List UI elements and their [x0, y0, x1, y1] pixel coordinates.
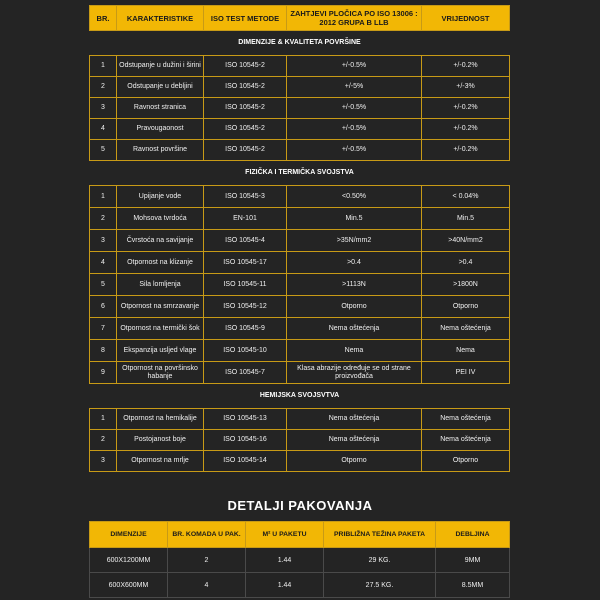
row-number: 1 — [90, 56, 117, 77]
table-row — [90, 140, 510, 161]
packing-weight: 29 KG. — [324, 548, 436, 573]
row-requirement: >35N/mm2 — [287, 230, 422, 252]
row-requirement: Klasa abrazije određuje se od strane proizvođača — [287, 362, 422, 384]
row-requirement: +/-0.5% — [287, 119, 422, 140]
row-method: ISO 10545-7 — [204, 362, 287, 384]
row-name: Upijanje vode — [117, 186, 204, 208]
row-value: Min.5 — [422, 208, 510, 230]
packing-m2: 1.44 — [246, 548, 324, 573]
row-value: Nema — [422, 340, 510, 362]
row-value: < 0.04% — [422, 186, 510, 208]
section-title-row — [90, 161, 510, 186]
packing-thickness: 9MM — [436, 548, 510, 573]
table-row — [90, 318, 510, 340]
row-number: 7 — [90, 318, 117, 340]
row-requirement: <0.50% — [287, 186, 422, 208]
packing-weight: 27.5 KG. — [324, 573, 436, 598]
row-name: Otpornost na termički šok — [117, 318, 204, 340]
row-number: 1 — [90, 186, 117, 208]
table-row — [90, 340, 510, 362]
row-requirement: +/-0.5% — [287, 56, 422, 77]
row-name: Otpornost na mrlje — [117, 451, 204, 472]
section-title-row — [90, 384, 510, 409]
header-karakteristike: KARAKTERISTIKE — [117, 6, 204, 31]
row-value: +/-0.2% — [422, 98, 510, 119]
row-name: Odstupanje u dužini i širini — [117, 56, 204, 77]
row-method: ISO 10545-2 — [204, 56, 287, 77]
row-method: ISO 10545-3 — [204, 186, 287, 208]
spec-header-row — [90, 6, 510, 31]
row-name: Pravougaonost — [117, 119, 204, 140]
packing-header-row — [90, 522, 510, 548]
header-zahtjevi: ZAHTJEVI PLOČICA PO ISO 13006 : 2012 GRUPA B LLB — [287, 6, 422, 31]
table-row — [90, 230, 510, 252]
row-value: +/-3% — [422, 77, 510, 98]
row-name: Ekspanzija usljed vlage — [117, 340, 204, 362]
table-row — [90, 252, 510, 274]
row-number: 5 — [90, 140, 117, 161]
row-name: Otpornost na smrzavanje — [117, 296, 204, 318]
section-title-row — [90, 31, 510, 56]
table-row — [90, 186, 510, 208]
row-value: PEI IV — [422, 362, 510, 384]
row-requirement: Nema oštećenja — [287, 409, 422, 430]
row-requirement: >1113N — [287, 274, 422, 296]
packing-header-tezina: PRIBLIŽNA TEŽINA PAKETA — [324, 522, 436, 548]
row-value: Otporno — [422, 451, 510, 472]
packing-header-m2: M² U PAKETU — [246, 522, 324, 548]
row-method: EN-101 — [204, 208, 287, 230]
row-name: Otpornost na hemikalije — [117, 409, 204, 430]
row-method: ISO 10545-9 — [204, 318, 287, 340]
row-name: Postojanost boje — [117, 430, 204, 451]
table-row — [90, 274, 510, 296]
row-number: 3 — [90, 98, 117, 119]
packing-header-komada: BR. KOMADA U PAK. — [168, 522, 246, 548]
row-number: 2 — [90, 208, 117, 230]
row-number: 1 — [90, 409, 117, 430]
row-name: Ravnost stranica — [117, 98, 204, 119]
row-number: 9 — [90, 362, 117, 384]
table-row — [90, 451, 510, 472]
row-name: Otpornost na površinsko habanje — [117, 362, 204, 384]
table-row — [90, 296, 510, 318]
table-row — [90, 77, 510, 98]
row-requirement: +/-0.5% — [287, 98, 422, 119]
row-name: Mohsova tvrdoća — [117, 208, 204, 230]
section-title: HEMIJSKA SVOJSVTVA — [259, 392, 340, 399]
row-number: 3 — [90, 451, 117, 472]
row-requirement: Nema oštećenja — [287, 430, 422, 451]
packing-header-dimenzije: DIMENZIJE — [90, 522, 168, 548]
row-number: 4 — [90, 252, 117, 274]
packing-title: DETALJI PAKOVANJA — [227, 498, 373, 513]
header-vrijednost: VRIJEDNOST — [422, 6, 510, 31]
packing-m2: 1.44 — [246, 573, 324, 598]
table-row — [90, 409, 510, 430]
row-method: ISO 10545-10 — [204, 340, 287, 362]
row-method: ISO 10545-2 — [204, 77, 287, 98]
row-requirement: Nema — [287, 340, 422, 362]
row-requirement: +/-0.5% — [287, 140, 422, 161]
row-number: 5 — [90, 274, 117, 296]
row-number: 4 — [90, 119, 117, 140]
row-name: Ravnost površine — [117, 140, 204, 161]
row-requirement: +/-5% — [287, 77, 422, 98]
row-method: ISO 10545-12 — [204, 296, 287, 318]
row-value: +/-0.2% — [422, 140, 510, 161]
row-value: +/-0.2% — [422, 56, 510, 77]
row-requirement: >0.4 — [287, 252, 422, 274]
row-name: Sila lomljenja — [117, 274, 204, 296]
row-number: 8 — [90, 340, 117, 362]
row-value: Nema oštećenja — [422, 318, 510, 340]
table-row — [90, 56, 510, 77]
row-requirement: Min.5 — [287, 208, 422, 230]
table-row — [90, 98, 510, 119]
packing-table — [89, 521, 510, 598]
row-number: 3 — [90, 230, 117, 252]
row-number: 2 — [90, 77, 117, 98]
row-value: >0.4 — [422, 252, 510, 274]
row-value: Otporno — [422, 296, 510, 318]
header-br: BR. — [90, 6, 117, 31]
table-row — [90, 119, 510, 140]
row-value: >1800N — [422, 274, 510, 296]
packing-dim: 600X600MM — [90, 573, 168, 598]
row-method: ISO 10545-2 — [204, 140, 287, 161]
packing-header-debljina: DEBLJINA — [436, 522, 510, 548]
table-row — [90, 430, 510, 451]
table-row — [90, 362, 510, 384]
section-title: FIZIČKA I TERMIČKA SVOJSTVA — [245, 169, 354, 176]
packing-qty: 2 — [168, 548, 246, 573]
row-name: Odstupanje u debljini — [117, 77, 204, 98]
packing-row — [90, 548, 510, 573]
row-requirement: Otporno — [287, 296, 422, 318]
packing-qty: 4 — [168, 573, 246, 598]
row-requirement: Nema oštećenja — [287, 318, 422, 340]
packing-row — [90, 573, 510, 598]
row-value: +/-0.2% — [422, 119, 510, 140]
header-metode: ISO TEST METODE — [204, 6, 287, 31]
row-method: ISO 10545-16 — [204, 430, 287, 451]
packing-thickness: 8.5MM — [436, 573, 510, 598]
row-requirement: Otporno — [287, 451, 422, 472]
row-number: 6 — [90, 296, 117, 318]
spec-table — [89, 5, 510, 472]
row-method: ISO 10545-17 — [204, 252, 287, 274]
row-name: Čvrstoća na savijanje — [117, 230, 204, 252]
row-method: ISO 10545-2 — [204, 119, 287, 140]
section-title: DIMENZIJE & KVALITETA POVRŠINE — [238, 39, 361, 46]
row-method: ISO 10545-4 — [204, 230, 287, 252]
row-method: ISO 10545-13 — [204, 409, 287, 430]
row-value: >40N/mm2 — [422, 230, 510, 252]
row-method: ISO 10545-14 — [204, 451, 287, 472]
row-method: ISO 10545-11 — [204, 274, 287, 296]
row-name: Otpornost na klizanje — [117, 252, 204, 274]
row-value: Nema oštećenja — [422, 430, 510, 451]
packing-dim: 600X1200MM — [90, 548, 168, 573]
table-row — [90, 208, 510, 230]
row-number: 2 — [90, 430, 117, 451]
row-value: Nema oštećenja — [422, 409, 510, 430]
row-method: ISO 10545-2 — [204, 98, 287, 119]
